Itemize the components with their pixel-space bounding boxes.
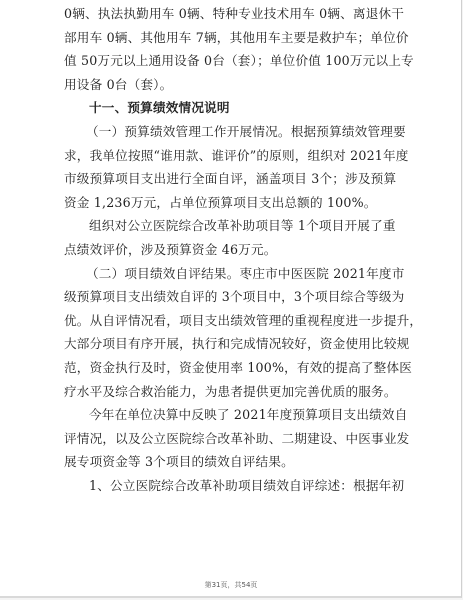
- body-line: 1、公立医院综合改革补助项目绩效自评综述：根据年初: [89, 477, 405, 493]
- body-line: 今年在单位决算中反映了 2021年度预算项目支出绩效自: [89, 407, 408, 423]
- body-line: 资金 1,236万元，占单位预算项目支出总额的 100%。: [64, 194, 377, 210]
- body-line: 市级预算项目支出进行全面自评，涵盖项目 3个；涉及预算: [64, 171, 397, 187]
- body-line: 范，资金执行及时，资金使用率 100%，有效的提高了整体医: [64, 359, 413, 375]
- body-line: 级预算项目支出绩效自评的 3个项目中，3个项目综合等级为: [64, 289, 405, 305]
- body-line: 0辆、执法执勤用车 0辆、特种专业技术用车 0辆、离退休干: [64, 6, 405, 21]
- body-line: 大部分项目有序开展，执行和完成情况较好，资金使用比较规: [64, 336, 410, 352]
- page-number: 第31页，共54页: [204, 581, 258, 589]
- body-line: 点绩效评价，涉及预算资金 46万元。: [64, 241, 277, 257]
- body-line: 部用车 0辆、其他用车 7辆，其他用车主要是救护车；单位价: [64, 29, 409, 45]
- body-line: 求，我单位按照“谁用款、谁评价”的原则，组织对 2021年度: [64, 147, 409, 163]
- body-line: （一）预算绩效管理工作开展情况。根据预算绩效管理要: [86, 123, 406, 139]
- body-line: 评情况，以及公立医院综合改革补助、二期建设、中医事业发: [64, 430, 410, 446]
- section-heading: 十一、预算绩效情况说明: [89, 100, 230, 116]
- body-line: 组织对公立医院综合改革补助项目等 1个项目开展了重: [89, 218, 396, 234]
- body-line: 疗水平及综合救治能力，为患者提供更加完善优质的服务。: [64, 383, 397, 399]
- body-line: 优。从自评情况看，项目支出绩效管理的重视程度进一步提升，: [64, 312, 423, 328]
- body-line: （二）项目绩效自评结果。枣庄市中医医院 2021年度市: [86, 265, 405, 281]
- document-body: [64, 2, 423, 497]
- body-line: 展专项资金等 3个项目的绩效自评结果。: [64, 454, 294, 470]
- body-line: 用设备 0台（套）。: [64, 76, 173, 92]
- body-line: 值 50万元以上通用设备 0台（套）；单位价值 100万元以上专: [64, 53, 414, 69]
